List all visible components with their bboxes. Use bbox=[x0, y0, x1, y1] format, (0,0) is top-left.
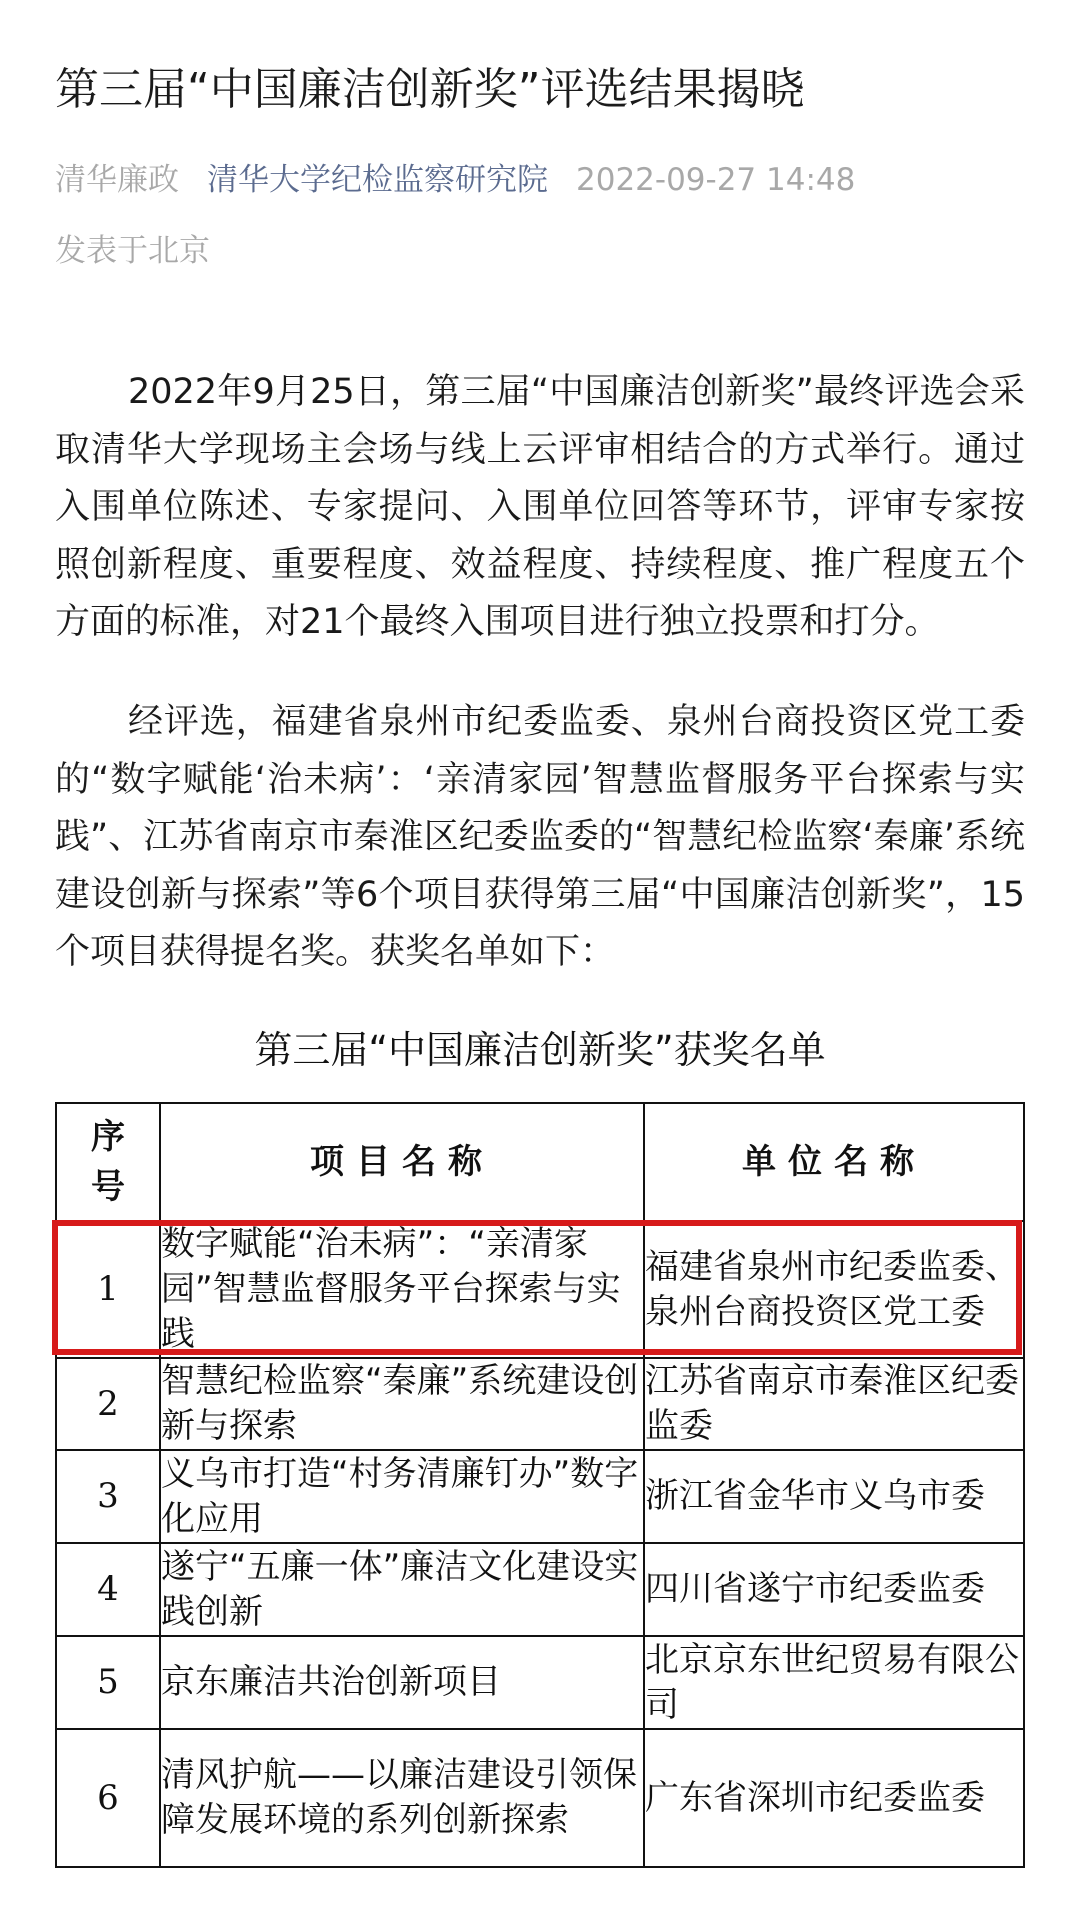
header-no bbox=[56, 1103, 160, 1221]
row-no: 4 bbox=[56, 1543, 160, 1636]
row-no: 6 bbox=[56, 1729, 160, 1867]
row-no: 1 bbox=[56, 1221, 160, 1358]
paragraph-results: 经评选，福建省泉州市纪委监委、泉州台商投资区党工委的“数字赋能‘治未病’：‘亲清家园’智慧监督服务平台探索与实践”、江苏省南京市秦淮区纪委监委的“智慧纪检监察‘秦廉’系统建设创新与探索”等6个项目获得第三届“中国廉洁创新奖”，15个项目获得提名奖。获奖名单如下： bbox=[55, 702, 1025, 972]
article-meta bbox=[55, 158, 1035, 202]
table-row bbox=[56, 1450, 1024, 1543]
table-row bbox=[56, 1221, 1024, 1358]
row-unit: 福建省泉州市纪委监委、泉州台商投资区党工委 bbox=[644, 1221, 1024, 1358]
header-project: 项目名称 bbox=[160, 1103, 644, 1221]
awards-table bbox=[55, 1102, 1025, 1868]
row-project: 数字赋能“治未病”：“亲清家园”智慧监督服务平台探索与实践 bbox=[160, 1221, 644, 1358]
row-no: 3 bbox=[56, 1450, 160, 1543]
paragraph-intro: 2022年9月25日，第三届“中国廉洁创新奖”最终评选会采取清华大学现场主会场与线上云评审相结合的方式举行。通过入围单位陈述、专家提问、入围单位回答等环节，评审专家按照创新程度、重要程度、效益程度、持续程度、推广程度五个方面的标准，对21个最终入围项目进行独立投票和打分。 bbox=[55, 372, 1025, 642]
table-title: 第三届“中国廉洁创新奖”获奖名单 bbox=[254, 1028, 826, 1072]
table-row bbox=[56, 1358, 1024, 1450]
publish-location: 发表于北京 bbox=[55, 233, 210, 269]
row-project: 清风护航——以廉洁建设引领保障发展环境的系列创新探索 bbox=[160, 1729, 644, 1867]
row-project: 京东廉洁共治创新项目 bbox=[160, 1636, 644, 1729]
table-header-row bbox=[56, 1103, 1024, 1221]
table-row bbox=[56, 1543, 1024, 1636]
source-label: 清华廉政 bbox=[55, 162, 179, 198]
author-link[interactable]: 清华大学纪检监察研究院 bbox=[207, 162, 548, 198]
row-project: 义乌市打造“村务清廉钉办”数字化应用 bbox=[160, 1450, 644, 1543]
header-no-label: 序号 bbox=[91, 1117, 125, 1207]
article-title: 第三届“中国廉洁创新奖”评选结果揭晓 bbox=[55, 64, 805, 115]
row-unit: 江苏省南京市秦淮区纪委监委 bbox=[644, 1358, 1024, 1450]
row-no: 5 bbox=[56, 1636, 160, 1729]
publish-datetime: 2022-09-27 14:48 bbox=[576, 162, 856, 198]
table-row bbox=[56, 1729, 1024, 1867]
row-unit: 四川省遂宁市纪委监委 bbox=[644, 1543, 1024, 1636]
table-row bbox=[56, 1636, 1024, 1729]
row-unit: 北京京东世纪贸易有限公司 bbox=[644, 1636, 1024, 1729]
row-project: 遂宁“五廉一体”廉洁文化建设实践创新 bbox=[160, 1543, 644, 1636]
row-unit: 浙江省金华市义乌市委 bbox=[644, 1450, 1024, 1543]
row-no: 2 bbox=[56, 1358, 160, 1450]
row-project: 智慧纪检监察“秦廉”系统建设创新与探索 bbox=[160, 1358, 644, 1450]
header-unit: 单位名称 bbox=[644, 1103, 1024, 1221]
row-unit: 广东省深圳市纪委监委 bbox=[644, 1729, 1024, 1867]
